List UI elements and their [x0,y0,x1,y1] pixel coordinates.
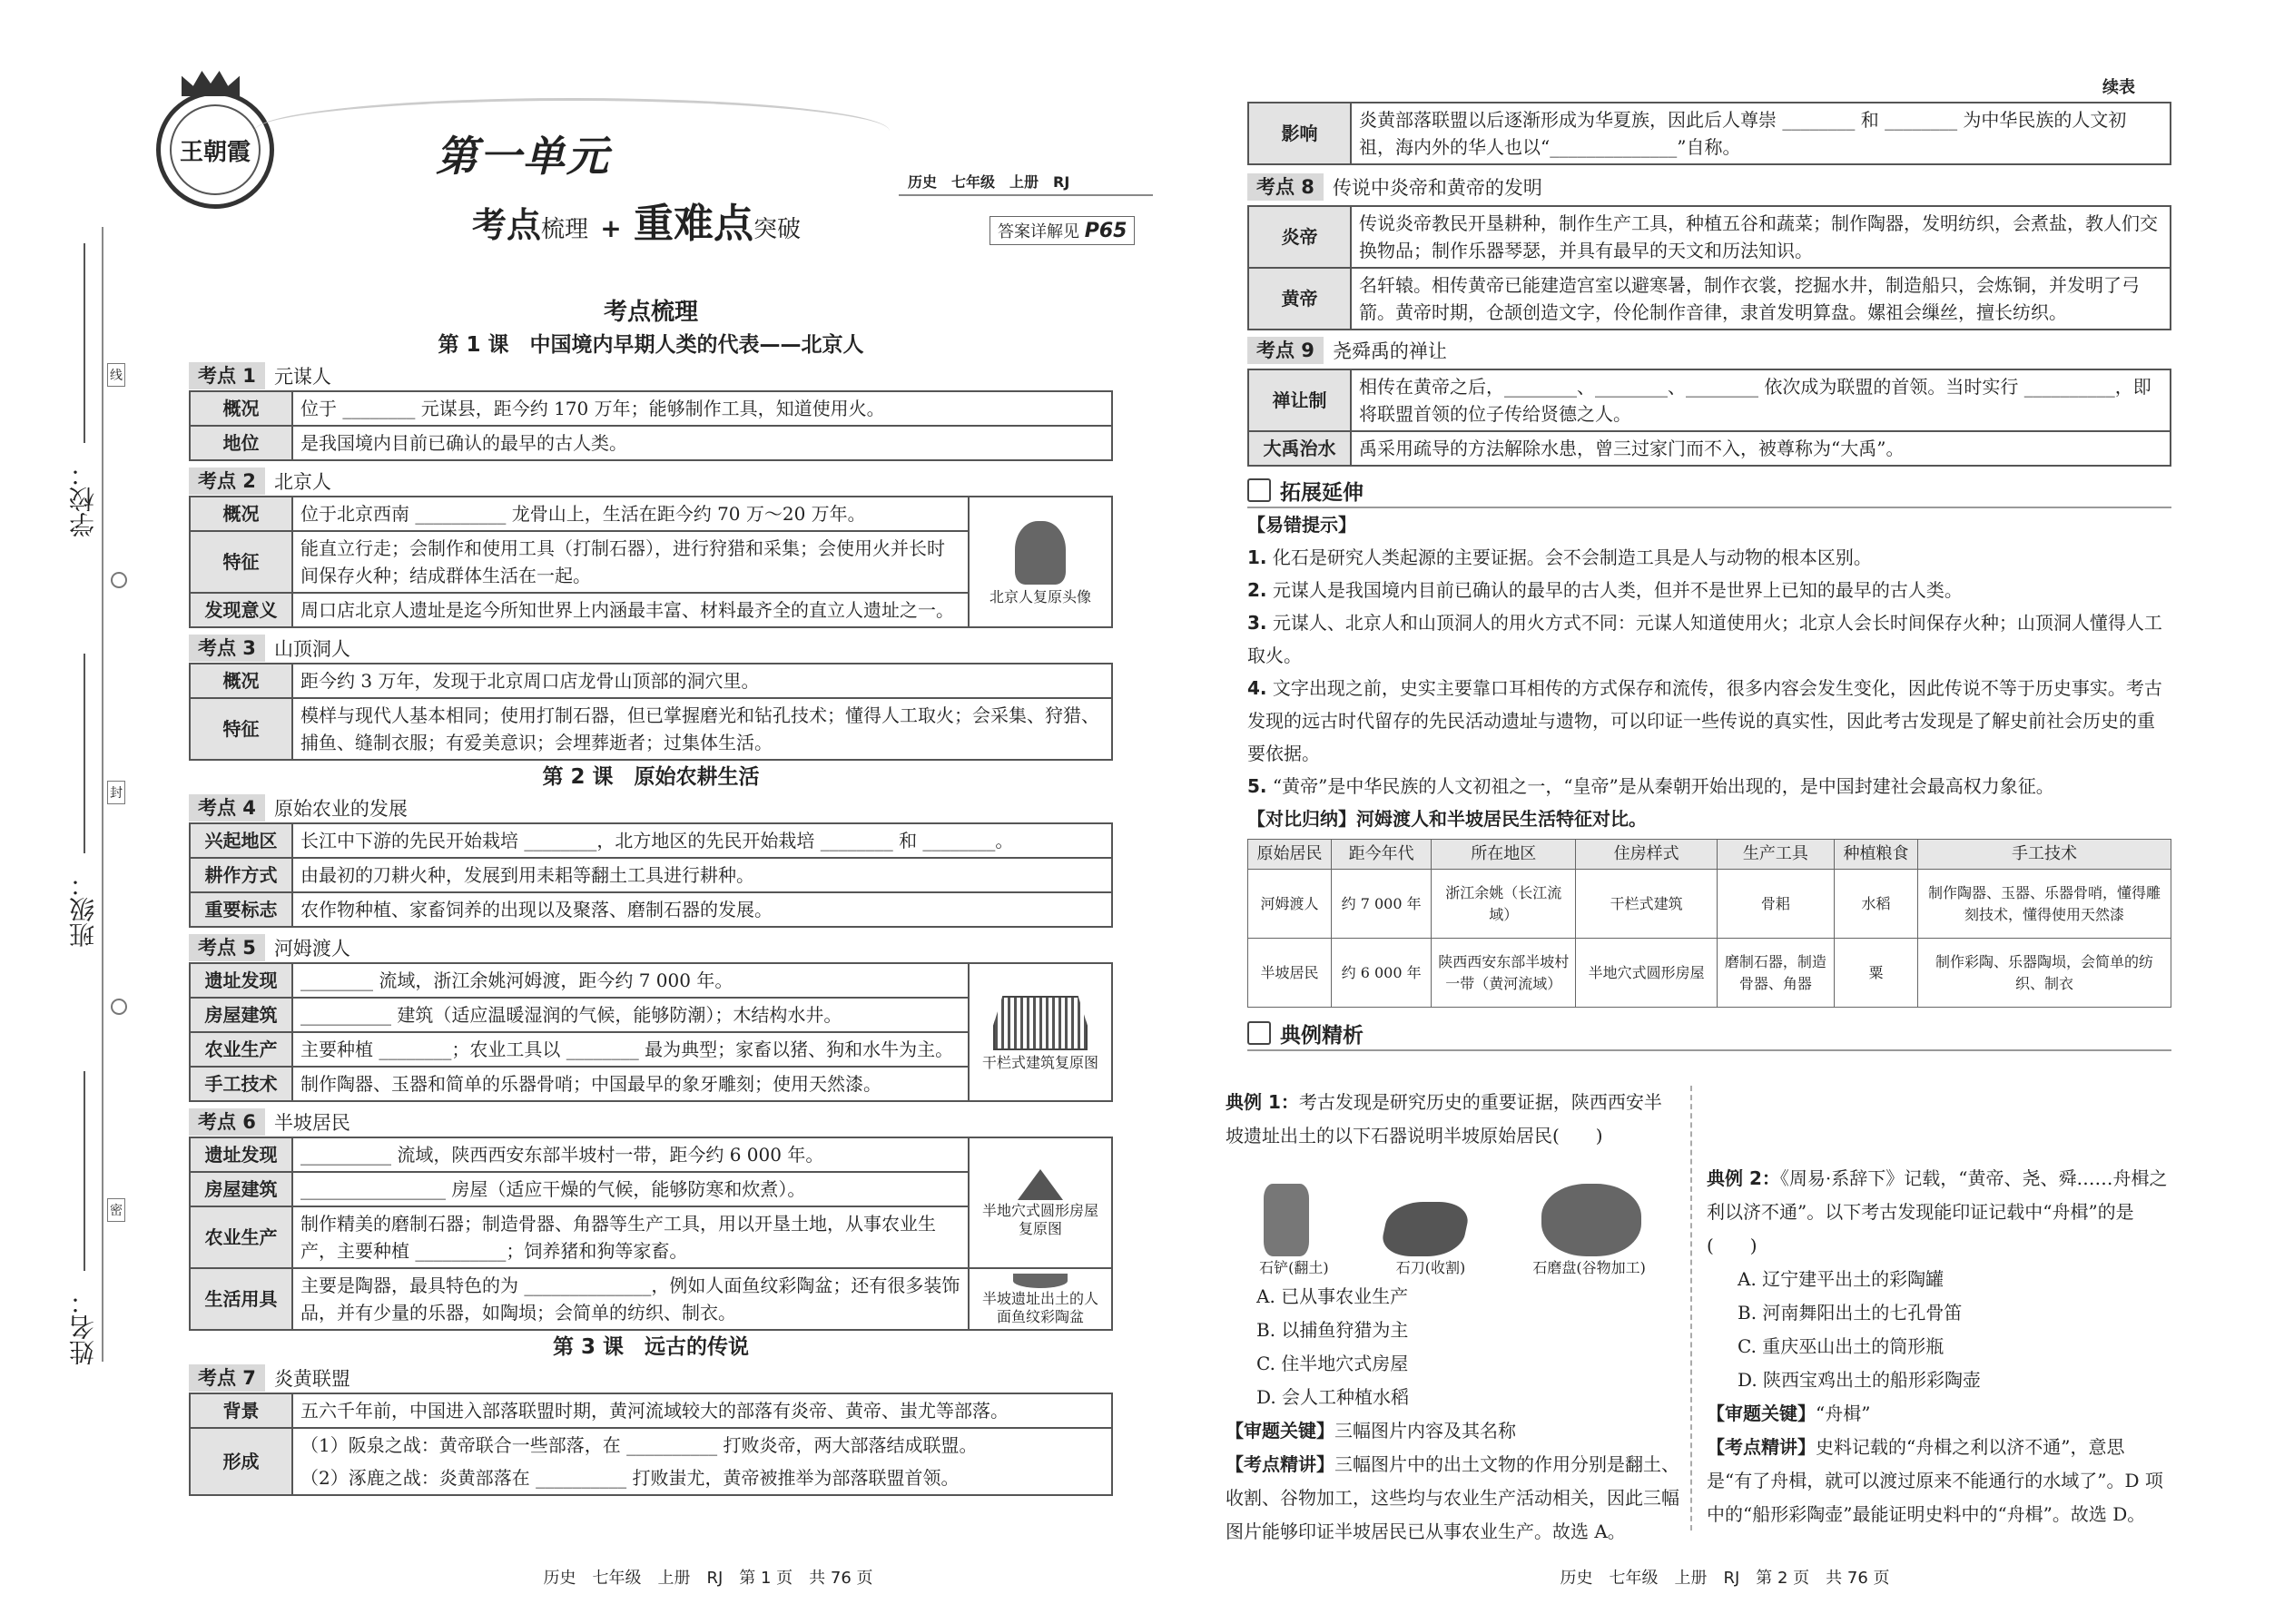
extension-section: 拓展延伸 [1247,474,2171,508]
examples-section: 典例精析 [1247,1017,2171,1051]
kaodian-9: 考点 9 尧舜禹的禅让 [1247,336,2171,365]
left-footer: 历史 七年级 上册 RJ 第 1 页 共 76 页 [543,1569,873,1588]
kaodian-1: 考点 1 元谋人 [189,361,1113,390]
kaodian-3: 考点 3 山顶洞人 [189,634,1113,663]
lesson-3-title: 第 3 课 远古的传说 [552,1335,750,1359]
school-label: 学校： [68,461,98,537]
kaodian-4: 考点 4 原始农业的发展 [189,793,1113,822]
class-label: 班级： [68,871,98,948]
unit-title: 第一单元 [436,132,610,181]
binding-dot-icon [111,999,127,1015]
compare-title: 【对比归纳】河姆渡人和半坡居民生活特征对比。 [1247,808,1647,830]
kaodian-5: 考点 5 河姆渡人 [189,933,1113,962]
right-page-content [1247,102,2171,1051]
lesson-2-title: 第 2 课 原始农耕生活 [542,765,760,789]
seal-mark-feng: 封 [107,781,125,804]
painted-pottery-basin-image: 半坡遗址出土的人面鱼纹彩陶盆 [969,1268,1112,1330]
kaodian-7: 考点 7 炎黄联盟 [189,1363,1113,1393]
kaodian-4-table: 兴起地区 长江中下游的先民开始栽培 ________，北方地区的先民开始栽培 ________ 和 ________。 耕作方式 由最初的刀耕火种，发展到用耒耜等翻土工具进行耕种。 重要标志 农作物种植、家畜饲养的出现以及聚落、磨制石器的发展。 [189,822,1113,928]
answer-ref: 答案详解见 P65 [989,216,1135,245]
name-label: 姓名： [68,1289,98,1365]
class-line [84,654,85,853]
left-page-content [189,296,1113,1496]
pit-house-image: 半地穴式圆形房屋复原图 [969,1137,1112,1268]
kaodian-6-table: 遗址发现 __________ 流域，陕西西安东部半坡村一带，距今约 6 000 年。 半地穴式圆形房屋复原图 房屋建筑 ________________ 房屋（适应干燥的气候，能够防寒和炊煮）。 农业生产 制作精美的磨制石器；制造骨器、角器等生产工具，用以开垦土地，从事农业生产，主要种植 __________；饲养猪和狗等家畜。 生活用具 主要是陶器，最具特色的为 ______________，例如人面鱼纹彩陶盆；还有很多装饰品，并有少量的乐器，如陶埙；会简单的纺织、制衣。 半坡遗址出土的人面鱼纹彩陶盆 [189,1137,1113,1331]
seal-mark-mi: 密 [107,1198,125,1222]
kaodian-8: 考点 8 传说中炎帝和黄帝的发明 [1247,172,2171,202]
name-line [84,1071,85,1271]
error-tips: 【易错提示】 1. 化石是研究人类起源的主要证据。会不会制造工具是人与动物的根本区别。 2. 元谋人是我国境内目前已确认的最早的古人类，但并不是世界上已知的最早的古人类。 3. 元谋人、北京人和山顶洞人的用火方式不同：元谋人知道使用火；北京人会长时间保存火种；山顶洞人懂得人工取火。 4. 文字出现之前，史实主要靠口耳相传的方式保存和流传，很多内容会发生变化，因此传说不等于历史事实。考古发现的远古时代留存的先民活动遗址与遗物，可以印证一些传说的真实性，因此考古发现是了解史前社会历史的重要依据。 5. “黄帝”是中华民族的人文初祖之一，“皇帝”是从秦朝开始出现的，是中国封建社会最高权力象征。 【对比归纳】河姆渡人和半坡居民生活特征对比。 [1247,508,2171,835]
column-divider [1690,1086,1692,1530]
stone-shovel-image [1264,1184,1309,1256]
kaodian-1-table: 概况 位于 ________ 元谋县，距今约 170 万年；能够制作工具，知道使用火。 地位 是我国境内目前已确认的最早的古人类。 [189,390,1113,461]
kaodian-2-table: 概况 位于北京西南 __________ 龙骨山上，生活在距今约 70 万～20 万年。 北京人复原头像 特征 能直立行走；会制作和使用工具（打制石器），进行狩猎和采集；会使用火并长时间保存火种；结成群体生活在一起。 发现意义 周口店北京人遗址是迄今所知世界上内涵最丰富、材料最齐全的直立人遗址之一。 [189,496,1113,628]
brand-logo: 王朝霞 [156,91,274,209]
stone-mill-image [1541,1184,1641,1256]
option-item: C. 住半地穴式房屋 [1256,1353,1409,1374]
pencil-note-icon [1247,1021,1271,1045]
tip-item: 5. “黄帝”是中华民族的人文初祖之一，“皇帝”是从秦朝开始出现的，是中国封建社会最高权力象征。 [1247,775,2054,797]
tip-item: 4. 文字出现之前，史实主要靠口耳相传的方式保存和流传，很多内容会发生变化，因此传说不等于历史事实。考古发现的远古时代留存的先民活动遗址与遗物，可以印证一些传说的真实性，因此考古发现是了解史前社会历史的重要依据。 [1247,677,2162,764]
page-subtitle: 考点梳理 + 重难点突破 [472,201,801,247]
option-item: C. 重庆巫山出土的筒形瓶 [1738,1335,1944,1357]
stone-tools-figure [1226,1156,1679,1256]
stilt-house-image: 干栏式建筑复原图 [969,963,1112,1101]
seal-mark-xian: 线 [107,363,125,387]
example-1: 典例 1：考古发现是研究历史的重要证据，陕西西安半坡遗址出土的以下石器说明半坡原始居民( ) 石铲(翻土) 石刀(收割) 石磨盘(谷物加工) A. 已从事农业生产 B. 以捕鱼狩猎为主 C. 住半地穴式房屋 D. 会人工种植水稻 【审题关键】三幅图片内容及其名称 【考点精讲】三幅图片中的出土文物的作用分别是翻土、收割、谷物加工，这些均与农业生产活动相关，因此三幅图片能够印证半坡居民已从事农业生产。故选 A。 [1226,1091,1679,1542]
section-heading: 考点梳理 [603,299,698,326]
continued-label: 续表 [2102,78,2135,97]
meta-underline [899,194,1153,196]
kaodian-7-table: 背景 五六千年前，中国进入部落联盟时期，黄河流域较大的部落有炎帝、黄帝、蚩尤等部落。 形成 （1）阪泉之战：黄帝联合一些部落，在 __________ 打败炎帝，两大部落结成联盟。 （2）涿鹿之战：炎黄部落在 __________ 打败蚩尤，黄帝被推举为部落联盟首领。 [189,1393,1113,1496]
option-item: D. 会人工种植水稻 [1256,1386,1410,1408]
kaodian-6: 考点 6 半坡居民 [189,1107,1113,1137]
kaodian-5-table: 遗址发现 ________ 流域，浙江余姚河姆渡，距今约 7 000 年。 干栏式建筑复原图 房屋建筑 __________ 建筑（适应温暖湿润的气候，能够防潮）；木结构水井。 农业生产 主要种植 ________；农业工具以 ________ 最为典型；家畜以猪、狗和水牛为主。 手工技术 制作陶器、玉器和简单的乐器骨哨；中国最早的象牙雕刻；使用天然漆。 [189,962,1113,1102]
option-item: B. 以捕鱼狩猎为主 [1256,1319,1409,1341]
kaodian-8-table: 炎帝 传说炎帝教民开垦耕种，制作生产工具，种植五谷和蔬菜；制作陶器，发明纺织，会煮盐，教人们交换物品；制作乐器琴瑟，并具有最早的天文和历法知识。 黄帝 名轩辕。相传黄帝已能建造宫室以避寒暑，制作衣裳，挖掘水井，制造船只，会炼铜，并发明了弓箭。黄帝时期，仓颉创造文字，伶伦制作音律，隶首发明算盘。嫘祖会缫丝，擅长纺织。 [1247,205,2171,330]
option-item: B. 河南舞阳出土的七孔骨笛 [1738,1302,1963,1324]
table-row: 河姆渡人 约 7 000 年 浙江余姚（长江流域） 干栏式建筑 骨耜 水稻 制作陶器、玉器、乐器骨哨，懂得雕刻技术，懂得使用天然漆 [1248,870,2171,939]
stone-knife-image [1379,1202,1472,1256]
option-item: A. 辽宁建平出土的彩陶罐 [1738,1268,1944,1290]
kaodian-9-table: 禅让制 相传在黄帝之后，________、________、________ 依次成为联盟的首领。当时实行 __________，即将联盟首领的位子传给贤德之人。 大禹治水 禹采用疏导的方法解除水患，曾三过家门而不入，被尊称为“大禹”。 [1247,369,2171,467]
example-2: 典例 2：《周易·系辞下》记载，“黄帝、尧、舜……舟楫之利以济不通”。以下考古发现能印证记载中“舟楫”的是( ) A. 辽宁建平出土的彩陶罐 B. 河南舞阳出土的七孔骨笛 C. 重庆巫山出土的筒形瓶 D. 陕西宝鸡出土的船形彩陶壶 【审题关键】“舟楫” 【考点精讲】史料记载的“舟楫之利以济不通”，意思是“有了舟楫，就可以渡过原来不能通行的水域了”。D 项中的“船形彩陶壶”最能证明史料中的“舟楫”。故选 D。 [1707,1162,2170,1531]
binding-dot-icon [111,572,127,588]
tip-item: 1. 化石是研究人类起源的主要证据。会不会制造工具是人与动物的根本区别。 [1247,546,1872,568]
crown-icon [182,71,240,96]
table-row: 半坡居民 约 6 000 年 陕西西安东部半坡村一带（黄河流域） 半地穴式圆形房屋 磨制石器，制造骨器、角器 粟 制作彩陶、乐器陶埙，会简单的纺织、制衣 [1248,939,2171,1008]
kaodian-2: 考点 2 北京人 [189,467,1113,496]
option-item: D. 陕西宝鸡出土的船形彩陶壶 [1738,1369,1982,1391]
book-meta: 历史 七年级 上册 RJ [908,173,1070,191]
option-item: A. 已从事农业生产 [1256,1285,1409,1307]
tip-item: 2. 元谋人是我国境内目前已确认的最早的古人类，但并不是世界上已知的最早的古人类。 [1247,579,1963,601]
kaodian-3-table: 概况 距今约 3 万年，发现于北京周口店龙骨山顶部的洞穴里。 特征 模样与现代人基本相同；使用打制石器，但已掌握磨光和钻孔技术；懂得人工取火；会采集、狩猎、捕鱼、缝制衣服；有爱美意识；会埋葬逝者；过集体生活。 [189,663,1113,761]
right-footer: 历史 七年级 上册 RJ 第 2 页 共 76 页 [1560,1569,1890,1588]
school-line [84,243,85,443]
lesson-1-title: 第 1 课 中国境内早期人类的代表——北京人 [438,333,864,357]
peking-man-image: 北京人复原头像 [969,497,1112,627]
tip-item: 3. 元谋人、北京人和山顶洞人的用火方式不同：元谋人知道使用火；北京人会长时间保存火种；山顶洞人懂得人工取火。 [1247,612,2162,666]
compare-table: 原始居民 距今年代 所在地区 住房样式 生产工具 种植粮食 手工技术 河姆渡人 约 7 000 年 浙江余姚（长江流域） 干栏式建筑 骨耜 水稻 制作陶器、玉器、乐器骨哨，懂得雕刻技术，懂得使用天然漆 半坡居民 约 6 000 年 陕西西安东部半坡村一带（黄河流域） 半地穴式圆形房屋 磨制石器，制造骨器、角器 粟 制作彩陶、乐器陶埙，会简单的纺织、制衣 [1247,839,2171,1008]
pencil-note-icon [1247,478,1271,502]
kaodian-7-influence-table: 影响 炎黄部落联盟以后逐渐形成为华夏族，因此后人尊崇 ________ 和 ________ 为中华民族的人文初祖，海内外的华人也以“______________”自称。 [1247,102,2171,165]
